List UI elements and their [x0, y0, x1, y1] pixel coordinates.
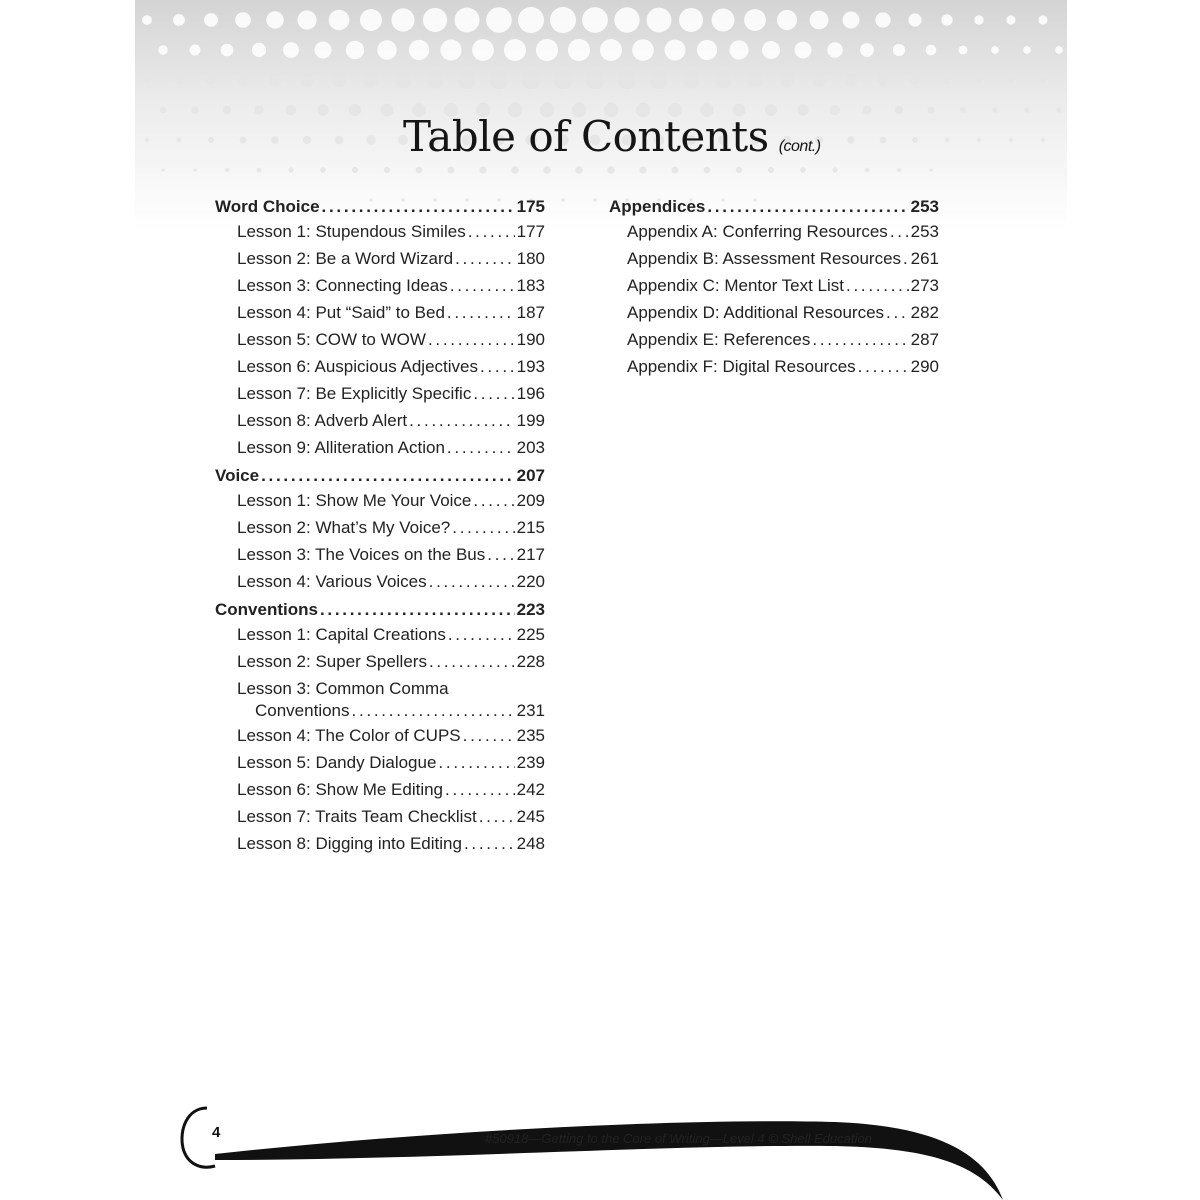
toc-heading[interactable]: Voice . . . 207	[215, 465, 545, 487]
title-text: Table of Contents	[403, 112, 769, 161]
toc-entry[interactable]: Lesson 2: Be a Word Wizard . . . 180	[215, 245, 545, 272]
toc-entry[interactable]: Lesson 2: What’s My Voice? . . . 215	[215, 514, 545, 541]
toc-entry[interactable]: Appendix D: Additional Resources . . . 282	[609, 299, 939, 326]
toc-entry[interactable]: Lesson 2: Super Spellers . . . 228	[215, 648, 545, 675]
document-page	[135, 0, 1067, 1200]
toc-entry[interactable]: Lesson 8: Digging into Editing . . . 248	[215, 830, 545, 857]
toc-entry[interactable]: Lesson 6: Auspicious Adjectives . . . 193	[215, 353, 545, 380]
toc-entry[interactable]: Lesson 7: Traits Team Checklist . . . 245	[215, 803, 545, 830]
toc-right-column	[609, 196, 939, 384]
toc-entry[interactable]: Appendix A: Conferring Resources . . . 253	[609, 218, 939, 245]
toc-section-word-choice	[215, 196, 545, 461]
toc-left-column	[215, 196, 545, 861]
toc-heading[interactable]: Conventions . . . 223	[215, 599, 545, 621]
toc-entry[interactable]: Lesson 8: Adverb Alert . . . 199	[215, 407, 545, 434]
toc-section-voice	[215, 465, 545, 595]
toc-entry[interactable]: Lesson 1: Capital Creations . . . 225	[215, 621, 545, 648]
footer-credit: #50918—Getting to the Core of Writing—Level 4 © Shell Education	[485, 1131, 872, 1146]
toc-entry[interactable]: Lesson 7: Be Explicitly Specific . . . 196	[215, 380, 545, 407]
toc-entry[interactable]: Appendix F: Digital Resources . . . 290	[609, 353, 939, 380]
toc-heading[interactable]: Appendices . . . 253	[609, 196, 939, 218]
toc-section-conventions	[215, 599, 545, 857]
page-title	[403, 112, 821, 161]
toc-entry-line1[interactable]: Lesson 3: Common Comma	[237, 679, 449, 698]
toc-entry[interactable]: Lesson 1: Show Me Your Voice . . . 209	[215, 487, 545, 514]
toc-section-appendices	[609, 196, 939, 380]
toc-heading[interactable]: Word Choice . . . 175	[215, 196, 545, 218]
toc-entry[interactable]: Lesson 6: Show Me Editing . . . 242	[215, 776, 545, 803]
toc-entry[interactable]: Lesson 9: Alliteration Action . . . 203	[215, 434, 545, 461]
toc-entry[interactable]: Appendix C: Mentor Text List . . . 273	[609, 272, 939, 299]
toc-entry[interactable]: Lesson 4: The Color of CUPS . . . 235	[215, 722, 545, 749]
toc-entry[interactable]: Lesson 3: The Voices on the Bus . . . 217	[215, 541, 545, 568]
toc-entry[interactable]: Lesson 1: Stupendous Similes . . . 177	[215, 218, 545, 245]
toc-entry[interactable]: Lesson 5: COW to WOW . . . 190	[215, 326, 545, 353]
toc-entry[interactable]: Lesson 4: Put “Said” to Bed . . . 187	[215, 299, 545, 326]
toc-entry[interactable]: Lesson 3: Connecting Ideas . . . 183	[215, 272, 545, 299]
toc-entry[interactable]: Appendix E: References . . . 287	[609, 326, 939, 353]
page-number: 4	[212, 1124, 221, 1141]
title-suffix: (cont.)	[778, 138, 821, 155]
toc-entry[interactable]: Lesson 4: Various Voices . . . 220	[215, 568, 545, 595]
toc-entry[interactable]: Lesson 5: Dandy Dialogue . . . 239	[215, 749, 545, 776]
toc-entry-line2[interactable]: Conventions . . . 231	[215, 700, 545, 722]
toc-entry[interactable]: Appendix B: Assessment Resources . . . 261	[609, 245, 939, 272]
